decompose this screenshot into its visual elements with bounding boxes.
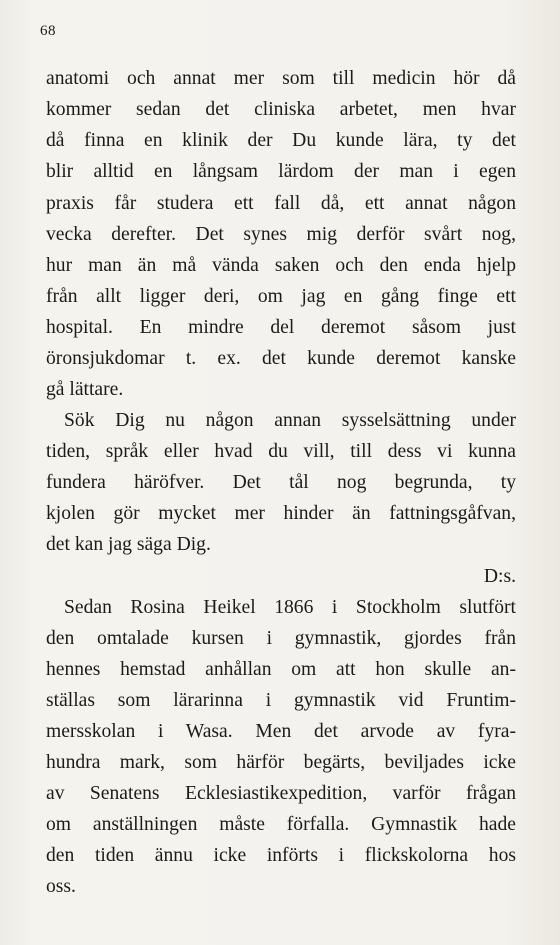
text-line: från allt ligger deri, om jag en gång finge ett <box>46 286 516 307</box>
text-line: hundra mark, som härför begärts, beviljades icke <box>46 752 516 773</box>
text-line: fundera häröfver. Det tål nog begrunda, ty <box>46 472 516 493</box>
signature: D:s. <box>483 566 516 587</box>
text-line: av Senatens Ecklesiastikexpedition, varför frågan <box>46 783 516 804</box>
text-line: det kan jag säga Dig. <box>46 534 211 555</box>
text-line: Sedan Rosina Heikel 1866 i Stockholm slutfört <box>64 597 516 618</box>
text-line: öronsjukdomar t. ex. det kunde deremot kanske <box>46 348 516 369</box>
text-line: ställas som lärarinna i gymnastik vid Fruntim- <box>46 690 516 711</box>
text-line: oss. <box>46 876 76 897</box>
text-line: om anställningen måste förfalla. Gymnastik hade <box>46 814 516 835</box>
text-line: den tiden ännu icke införts i flickskolorna hos <box>46 845 516 866</box>
text-line: praxis får studera ett fall då, ett annat någon <box>46 193 516 214</box>
text-line: kommer sedan det cliniska arbetet, men hvar <box>46 99 516 120</box>
text-line: anatomi och annat mer som till medicin hör då <box>46 68 516 89</box>
page-number: 68 <box>40 23 56 39</box>
text-line: mersskolan i Wasa. Men det arvode av fyra- <box>46 721 516 742</box>
text-line: hennes hemstad anhållan om att hon skulle an- <box>46 659 516 680</box>
text-line: då finna en klinik der Du kunde lära, ty det <box>46 130 516 151</box>
text-line: tiden, språk eller hvad du vill, till dess vi kunna <box>46 441 516 462</box>
text-line: hospital. En mindre del deremot såsom just <box>46 317 516 338</box>
text-line: blir alltid en långsam lärdom der man i egen <box>46 161 516 182</box>
text-line: hur man än må vända saken och den enda hjelp <box>46 255 516 276</box>
text-line: kjolen gör mycket mer hinder än fattningsgåfvan, <box>46 503 516 524</box>
text-line: Sök Dig nu någon annan sysselsättning under <box>64 410 516 431</box>
text-line: vecka derefter. Det synes mig derför svårt nog, <box>46 224 516 245</box>
text-line: gå lättare. <box>46 379 124 400</box>
text-line: den omtalade kursen i gymnastik, gjordes från <box>46 628 516 649</box>
